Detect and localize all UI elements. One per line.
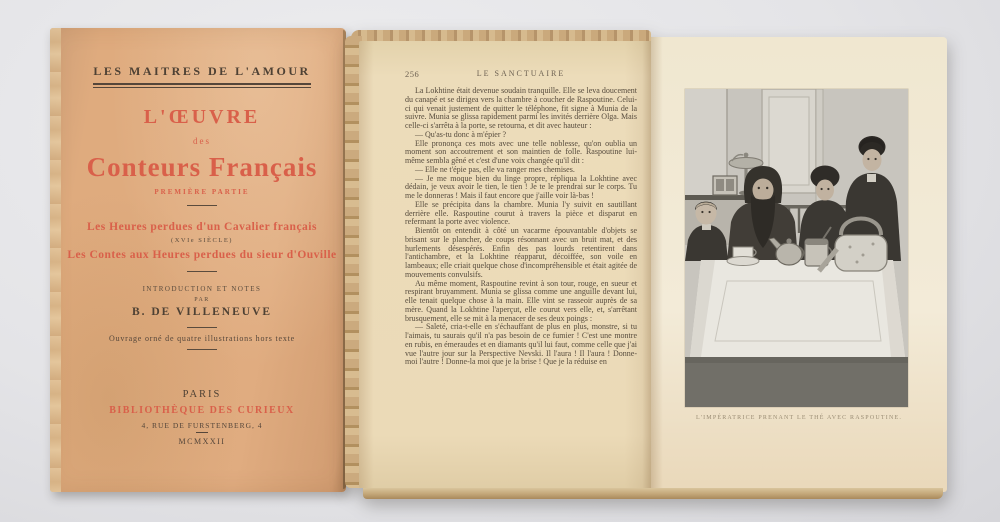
photo-illustration <box>685 89 908 407</box>
work-1-century-note: (XVIe SIÈCLE) <box>171 237 233 244</box>
editor-name: B. DE VILLENEUVE <box>131 306 273 318</box>
paragraph: Elle se précipita dans la chambre. Munia l'y suivit en sautillant derrière elle. Raspoutine courut à travers la pièce et disparut en refermant la porte avec violence. <box>405 199 637 227</box>
cover-typography <box>61 28 343 492</box>
imprint-year: MCMXXII <box>178 437 226 446</box>
plate-photo <box>685 89 908 407</box>
floor <box>685 357 908 407</box>
closed-book-front-cover <box>50 28 346 492</box>
divider <box>187 349 217 350</box>
title-main: Conteurs Français <box>86 152 318 182</box>
work-title-1: Les Heures perdues d'un Cavalier français <box>87 221 317 233</box>
worn-spine-edge <box>50 28 61 492</box>
open-book <box>345 28 951 500</box>
illustration-note: Ouvrage orné de quatre illustrations hors texte <box>109 334 295 343</box>
running-title: LE SANCTUAIRE <box>476 69 566 78</box>
part-label: PREMIÈRE PARTIE <box>154 188 250 196</box>
title-line-des: des <box>193 136 211 146</box>
page-number: 256 <box>405 69 420 79</box>
picture-frame <box>713 176 737 195</box>
paragraph: — Qu'as-tu donc à m'épier ? <box>415 129 507 139</box>
work-title-2: Les Contes aux Heures perdues du sieur d'Ouville <box>67 249 337 261</box>
title-line-oeuvre: L'ŒUVRE <box>143 106 261 128</box>
paragraph: Au même moment, Raspoutine revint à son tour, rouge, en sueur et respirant bruyamment. Munia se glissa comme une anguille devant lui, elle tenait quelque chose à la main. Elle vint se rasseoir auprès de sa mère. Quand la Lokhtine l'aperçut, elle courut vers elle, et, s'arrêtant brusquement, elle se mit à la menacer de ses deux poings : <box>405 278 637 323</box>
page-header <box>405 69 637 80</box>
divider <box>187 271 217 272</box>
divider <box>187 327 217 328</box>
series-title: LES MAITRES DE L'AMOUR <box>93 64 311 78</box>
imprint-city: PARIS <box>182 389 222 400</box>
double-rule-divider <box>93 83 311 88</box>
text-page <box>359 41 651 488</box>
editor-par-label: PAR <box>194 297 210 303</box>
plate-page <box>651 37 947 492</box>
divider <box>187 205 217 206</box>
paragraph: — Je me moque bien du linge propre, répliqua la Lokhtine avec dédain, je veux avoir le tien, le tien ! Je te le prendrai sur le corps. Tu me le donneras ! Mais il faut encore que j'aille voir là-bas ! <box>405 173 637 200</box>
plate-caption: L'IMPÉRATRICE PRENANT LE THÉ AVEC RASPOUTINE. <box>695 415 903 421</box>
deckled-page-edges-bottom <box>363 488 943 499</box>
tea-table <box>690 260 905 357</box>
floor-shadow <box>685 357 908 363</box>
page-body-text <box>405 87 637 439</box>
paragraph: Bientôt on entendit à côté un vacarme épouvantable d'objets se brisant sur le plancher, de coups résonnant avec un bruit mat, et des hurlements désespérés. Enfin des pas lourds retentirent dans l'antichambre, et la Lokhtine réapparut, décoiffée, son voile en lambeaux; elle criait quelque chose d'incompréhensible et était agitée de mouvements convulsifs. <box>405 226 637 279</box>
paragraph: La Lokhtine était devenue soudain tranquille. Elle se leva doucement du canapé et se dirigea vers la chambre à coucher de Raspoutine. Celui-ci qui venait justement de quitter le téléphone, fit signe à Munia de la suivre. Munia se glissa rapidement parmi les invités derrière Olga. Mais celle-ci s'arrêta à la porte, se retourna, et dit avec hauteur : <box>405 87 637 130</box>
imprint-address: 4, RUE DE FURSTENBERG, 4 <box>141 421 263 430</box>
paragraph: — Saleté, cria-t-elle en s'échauffant de plus en plus, monstre, si tu l'aimais, tu saurais qu'il n'a pas besoin de ce fumier ! C'est une montre en rubis, en émeraudes et en diamants qu'il lui faut, comme celle que j'ai vue l'autre jour sur la Perspective Nevski. Il l'aura ! Il l'aura ! Donne-moi l'autre ! Donne-la moi que je la brise ! Que je la réduise en <box>405 322 637 367</box>
paragraph: — Elle ne t'épie pas, elle va ranger mes chemises. <box>415 164 575 174</box>
imprint-publisher: BIBLIOTHÈQUE DES CURIEUX <box>109 405 295 416</box>
editor-intro-label: INTRODUCTION ET NOTES <box>142 285 262 293</box>
imprint-dash <box>196 432 208 433</box>
paragraph: Elle prononça ces mots avec une telle noblesse, qu'on oublia un moment son accoutrement et son maintien de folle. Raspoutine lui-même sembla gêné et c'est d'une voix changée qu'il dit : <box>405 138 637 165</box>
